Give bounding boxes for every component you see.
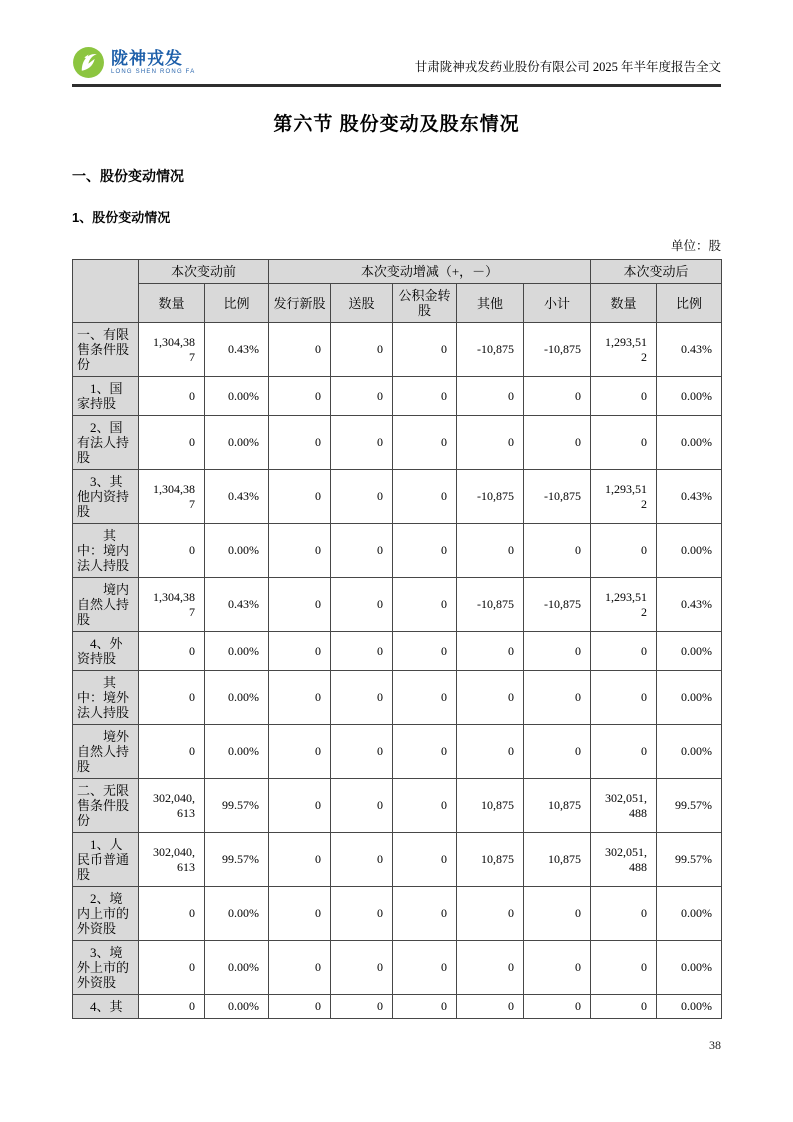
value-cell: 99.57% — [205, 833, 269, 887]
value-cell: 0.00% — [657, 416, 722, 470]
row-label-cell: 1、国家持股 — [73, 377, 139, 416]
row-label-cell: 一、有限售条件股份 — [73, 323, 139, 377]
value-cell: 0 — [393, 833, 457, 887]
value-cell: 0 — [331, 833, 393, 887]
value-cell: 302,040,613 — [139, 779, 205, 833]
document-header — [72, 0, 721, 87]
value-cell: 0 — [139, 887, 205, 941]
value-cell: 0 — [591, 524, 657, 578]
value-cell: 0 — [524, 524, 591, 578]
value-cell: 0 — [524, 632, 591, 671]
value-cell: 0 — [393, 323, 457, 377]
value-cell: 1,293,512 — [591, 470, 657, 524]
value-cell: 0 — [139, 671, 205, 725]
value-cell: 0.00% — [657, 671, 722, 725]
table-header-group-row — [73, 260, 722, 284]
company-logo — [72, 46, 195, 79]
value-cell: 0.00% — [205, 887, 269, 941]
table-subheader-row — [73, 284, 722, 323]
value-cell: 0.43% — [205, 578, 269, 632]
value-cell: 1,293,512 — [591, 578, 657, 632]
value-cell: 0 — [457, 524, 524, 578]
value-cell: 0 — [457, 725, 524, 779]
table-row — [73, 671, 722, 725]
value-cell: 0 — [139, 377, 205, 416]
value-cell: 0.43% — [205, 470, 269, 524]
value-cell: 99.57% — [205, 779, 269, 833]
table-row — [73, 779, 722, 833]
table-row — [73, 524, 722, 578]
value-cell: 1,304,387 — [139, 323, 205, 377]
value-cell: 0.43% — [657, 323, 722, 377]
value-cell: 0.00% — [657, 632, 722, 671]
value-cell: 0 — [269, 416, 331, 470]
row-label-cell: 4、其 — [73, 995, 139, 1019]
row-label-cell: 3、其他内资持股 — [73, 470, 139, 524]
table-row — [73, 323, 722, 377]
value-cell: 10,875 — [524, 833, 591, 887]
table-row — [73, 941, 722, 995]
value-cell: 0 — [457, 941, 524, 995]
value-cell: 0 — [591, 941, 657, 995]
value-cell: 0 — [269, 995, 331, 1019]
value-cell: 302,051,488 — [591, 779, 657, 833]
value-cell: 0 — [393, 416, 457, 470]
section-title: 第六节 股份变动及股东情况 — [273, 114, 520, 135]
value-cell: 0.00% — [205, 377, 269, 416]
subheader-new-issue: 发行新股 — [269, 284, 331, 323]
subheader-qty-before: 数量 — [139, 284, 205, 323]
value-cell: 0 — [139, 725, 205, 779]
value-cell: 1,293,512 — [591, 323, 657, 377]
value-cell: 0 — [591, 725, 657, 779]
value-cell: 0 — [524, 887, 591, 941]
value-cell: 0 — [331, 779, 393, 833]
value-cell: 0 — [457, 416, 524, 470]
subheader-ratio-after: 比例 — [657, 284, 722, 323]
value-cell: -10,875 — [457, 470, 524, 524]
value-cell: 0 — [524, 377, 591, 416]
value-cell: 0 — [331, 323, 393, 377]
value-cell: 0 — [269, 578, 331, 632]
value-cell: 0 — [393, 524, 457, 578]
row-label-cell: 1、人民币普通股 — [73, 833, 139, 887]
value-cell: 0.00% — [657, 995, 722, 1019]
value-cell: 0 — [524, 416, 591, 470]
value-cell: 0.43% — [205, 323, 269, 377]
value-cell: 0 — [393, 887, 457, 941]
value-cell: 0 — [331, 470, 393, 524]
row-label-cell: 其中：境内法人持股 — [73, 524, 139, 578]
value-cell: 0 — [591, 632, 657, 671]
value-cell: 0 — [331, 995, 393, 1019]
value-cell: 0.00% — [205, 671, 269, 725]
logo-bird-icon — [72, 46, 105, 79]
value-cell: 1,304,387 — [139, 470, 205, 524]
subheader-bonus-shares: 送股 — [331, 284, 393, 323]
table-row — [73, 377, 722, 416]
col-group-change: 本次变动增减（+，－） — [269, 260, 591, 284]
subheader-other: 其他 — [457, 284, 524, 323]
value-cell: 0.00% — [205, 632, 269, 671]
page-content — [72, 0, 721, 1019]
value-cell: 0.00% — [205, 416, 269, 470]
value-cell: 0 — [524, 725, 591, 779]
value-cell: 0 — [393, 725, 457, 779]
table-row — [73, 470, 722, 524]
value-cell: 0 — [269, 887, 331, 941]
value-cell: 0 — [331, 887, 393, 941]
value-cell: 0 — [139, 632, 205, 671]
value-cell: 0 — [269, 941, 331, 995]
corner-cell — [73, 260, 139, 323]
value-cell: 0 — [393, 632, 457, 671]
running-header-title: 甘肃陇神戎发药业股份有限公司 2025 年半年度报告全文 — [414, 60, 721, 74]
brand-name-cn: 陇神戎发 — [111, 49, 183, 68]
value-cell: 0 — [269, 470, 331, 524]
value-cell: 0 — [591, 377, 657, 416]
value-cell: 0 — [269, 779, 331, 833]
value-cell: 0.43% — [657, 470, 722, 524]
value-cell: 0 — [269, 632, 331, 671]
subheading-share-change: 1、股份变动情况 — [72, 210, 171, 225]
value-cell: 10,875 — [457, 833, 524, 887]
subheader-subtotal: 小计 — [524, 284, 591, 323]
value-cell: 0.00% — [205, 524, 269, 578]
table-row — [73, 833, 722, 887]
value-cell: 0 — [269, 671, 331, 725]
value-cell: 0.00% — [657, 524, 722, 578]
subheader-qty-after: 数量 — [591, 284, 657, 323]
value-cell: 0 — [393, 941, 457, 995]
col-group-after: 本次变动后 — [591, 260, 722, 284]
row-label-cell: 2、境内上市的外资股 — [73, 887, 139, 941]
logo-text — [111, 50, 195, 75]
heading-share-change: 一、股份变动情况 — [72, 168, 184, 184]
value-cell: 0 — [331, 524, 393, 578]
row-label-cell: 其中：境外法人持股 — [73, 671, 139, 725]
row-label-cell: 3、境外上市的外资股 — [73, 941, 139, 995]
value-cell: 0 — [524, 671, 591, 725]
value-cell: 0 — [393, 995, 457, 1019]
value-cell: -10,875 — [524, 323, 591, 377]
value-cell: 0 — [139, 941, 205, 995]
value-cell: 0.43% — [657, 578, 722, 632]
col-group-before: 本次变动前 — [139, 260, 269, 284]
value-cell: 0.00% — [657, 725, 722, 779]
value-cell: 0 — [269, 524, 331, 578]
value-cell: 0 — [591, 671, 657, 725]
value-cell: 0 — [331, 941, 393, 995]
value-cell: 0 — [139, 416, 205, 470]
table-body — [73, 323, 722, 1019]
value-cell: 0.00% — [205, 995, 269, 1019]
row-label-cell: 4、外资持股 — [73, 632, 139, 671]
value-cell: 0 — [139, 995, 205, 1019]
value-cell: 99.57% — [657, 833, 722, 887]
value-cell: 0 — [457, 377, 524, 416]
value-cell: 0 — [393, 779, 457, 833]
table-row — [73, 887, 722, 941]
row-label-cell: 境外自然人持股 — [73, 725, 139, 779]
value-cell: 0 — [393, 377, 457, 416]
value-cell: 0 — [393, 578, 457, 632]
table-row — [73, 995, 722, 1019]
value-cell: 0 — [524, 941, 591, 995]
value-cell: 0.00% — [205, 941, 269, 995]
value-cell: 0 — [331, 377, 393, 416]
value-cell: 1,304,387 — [139, 578, 205, 632]
value-cell: 0 — [331, 671, 393, 725]
value-cell: 99.57% — [657, 779, 722, 833]
value-cell: 0 — [331, 632, 393, 671]
value-cell: 0 — [457, 632, 524, 671]
value-cell: 0 — [457, 887, 524, 941]
value-cell: 0 — [331, 725, 393, 779]
row-label-cell: 2、国有法人持股 — [73, 416, 139, 470]
value-cell: 302,040,613 — [139, 833, 205, 887]
value-cell: 0 — [269, 323, 331, 377]
brand-name-en: LONG SHEN RONG FA — [111, 69, 196, 75]
value-cell: 0 — [331, 578, 393, 632]
value-cell: 0.00% — [657, 887, 722, 941]
subheader-ratio-before: 比例 — [205, 284, 269, 323]
value-cell: 0 — [269, 725, 331, 779]
table-row — [73, 416, 722, 470]
row-label-cell: 二、无限售条件股份 — [73, 779, 139, 833]
value-cell: 0 — [139, 524, 205, 578]
table-row — [73, 725, 722, 779]
value-cell: 0 — [393, 671, 457, 725]
value-cell: 0 — [524, 995, 591, 1019]
table-header — [73, 260, 722, 323]
value-cell: 0.00% — [205, 725, 269, 779]
value-cell: 10,875 — [524, 779, 591, 833]
value-cell: 0.00% — [657, 377, 722, 416]
value-cell: -10,875 — [457, 578, 524, 632]
value-cell: 0 — [393, 470, 457, 524]
value-cell: 0 — [457, 995, 524, 1019]
unit-note: 单位：股 — [670, 239, 721, 253]
value-cell: 302,051,488 — [591, 833, 657, 887]
value-cell: 0 — [457, 671, 524, 725]
value-cell: 0 — [331, 416, 393, 470]
table-row — [73, 632, 722, 671]
table-row — [73, 578, 722, 632]
value-cell: 0 — [269, 833, 331, 887]
value-cell: 0 — [591, 416, 657, 470]
value-cell: 10,875 — [457, 779, 524, 833]
subheader-reserve-conversion: 公积金转股 — [393, 284, 457, 323]
page-number: 38 — [709, 1038, 721, 1052]
share-change-table — [72, 259, 722, 1019]
value-cell: 0 — [269, 377, 331, 416]
value-cell: -10,875 — [524, 470, 591, 524]
value-cell: -10,875 — [457, 323, 524, 377]
value-cell: 0 — [591, 887, 657, 941]
value-cell: 0 — [591, 995, 657, 1019]
value-cell: 0.00% — [657, 941, 722, 995]
value-cell: -10,875 — [524, 578, 591, 632]
row-label-cell: 境内自然人持股 — [73, 578, 139, 632]
